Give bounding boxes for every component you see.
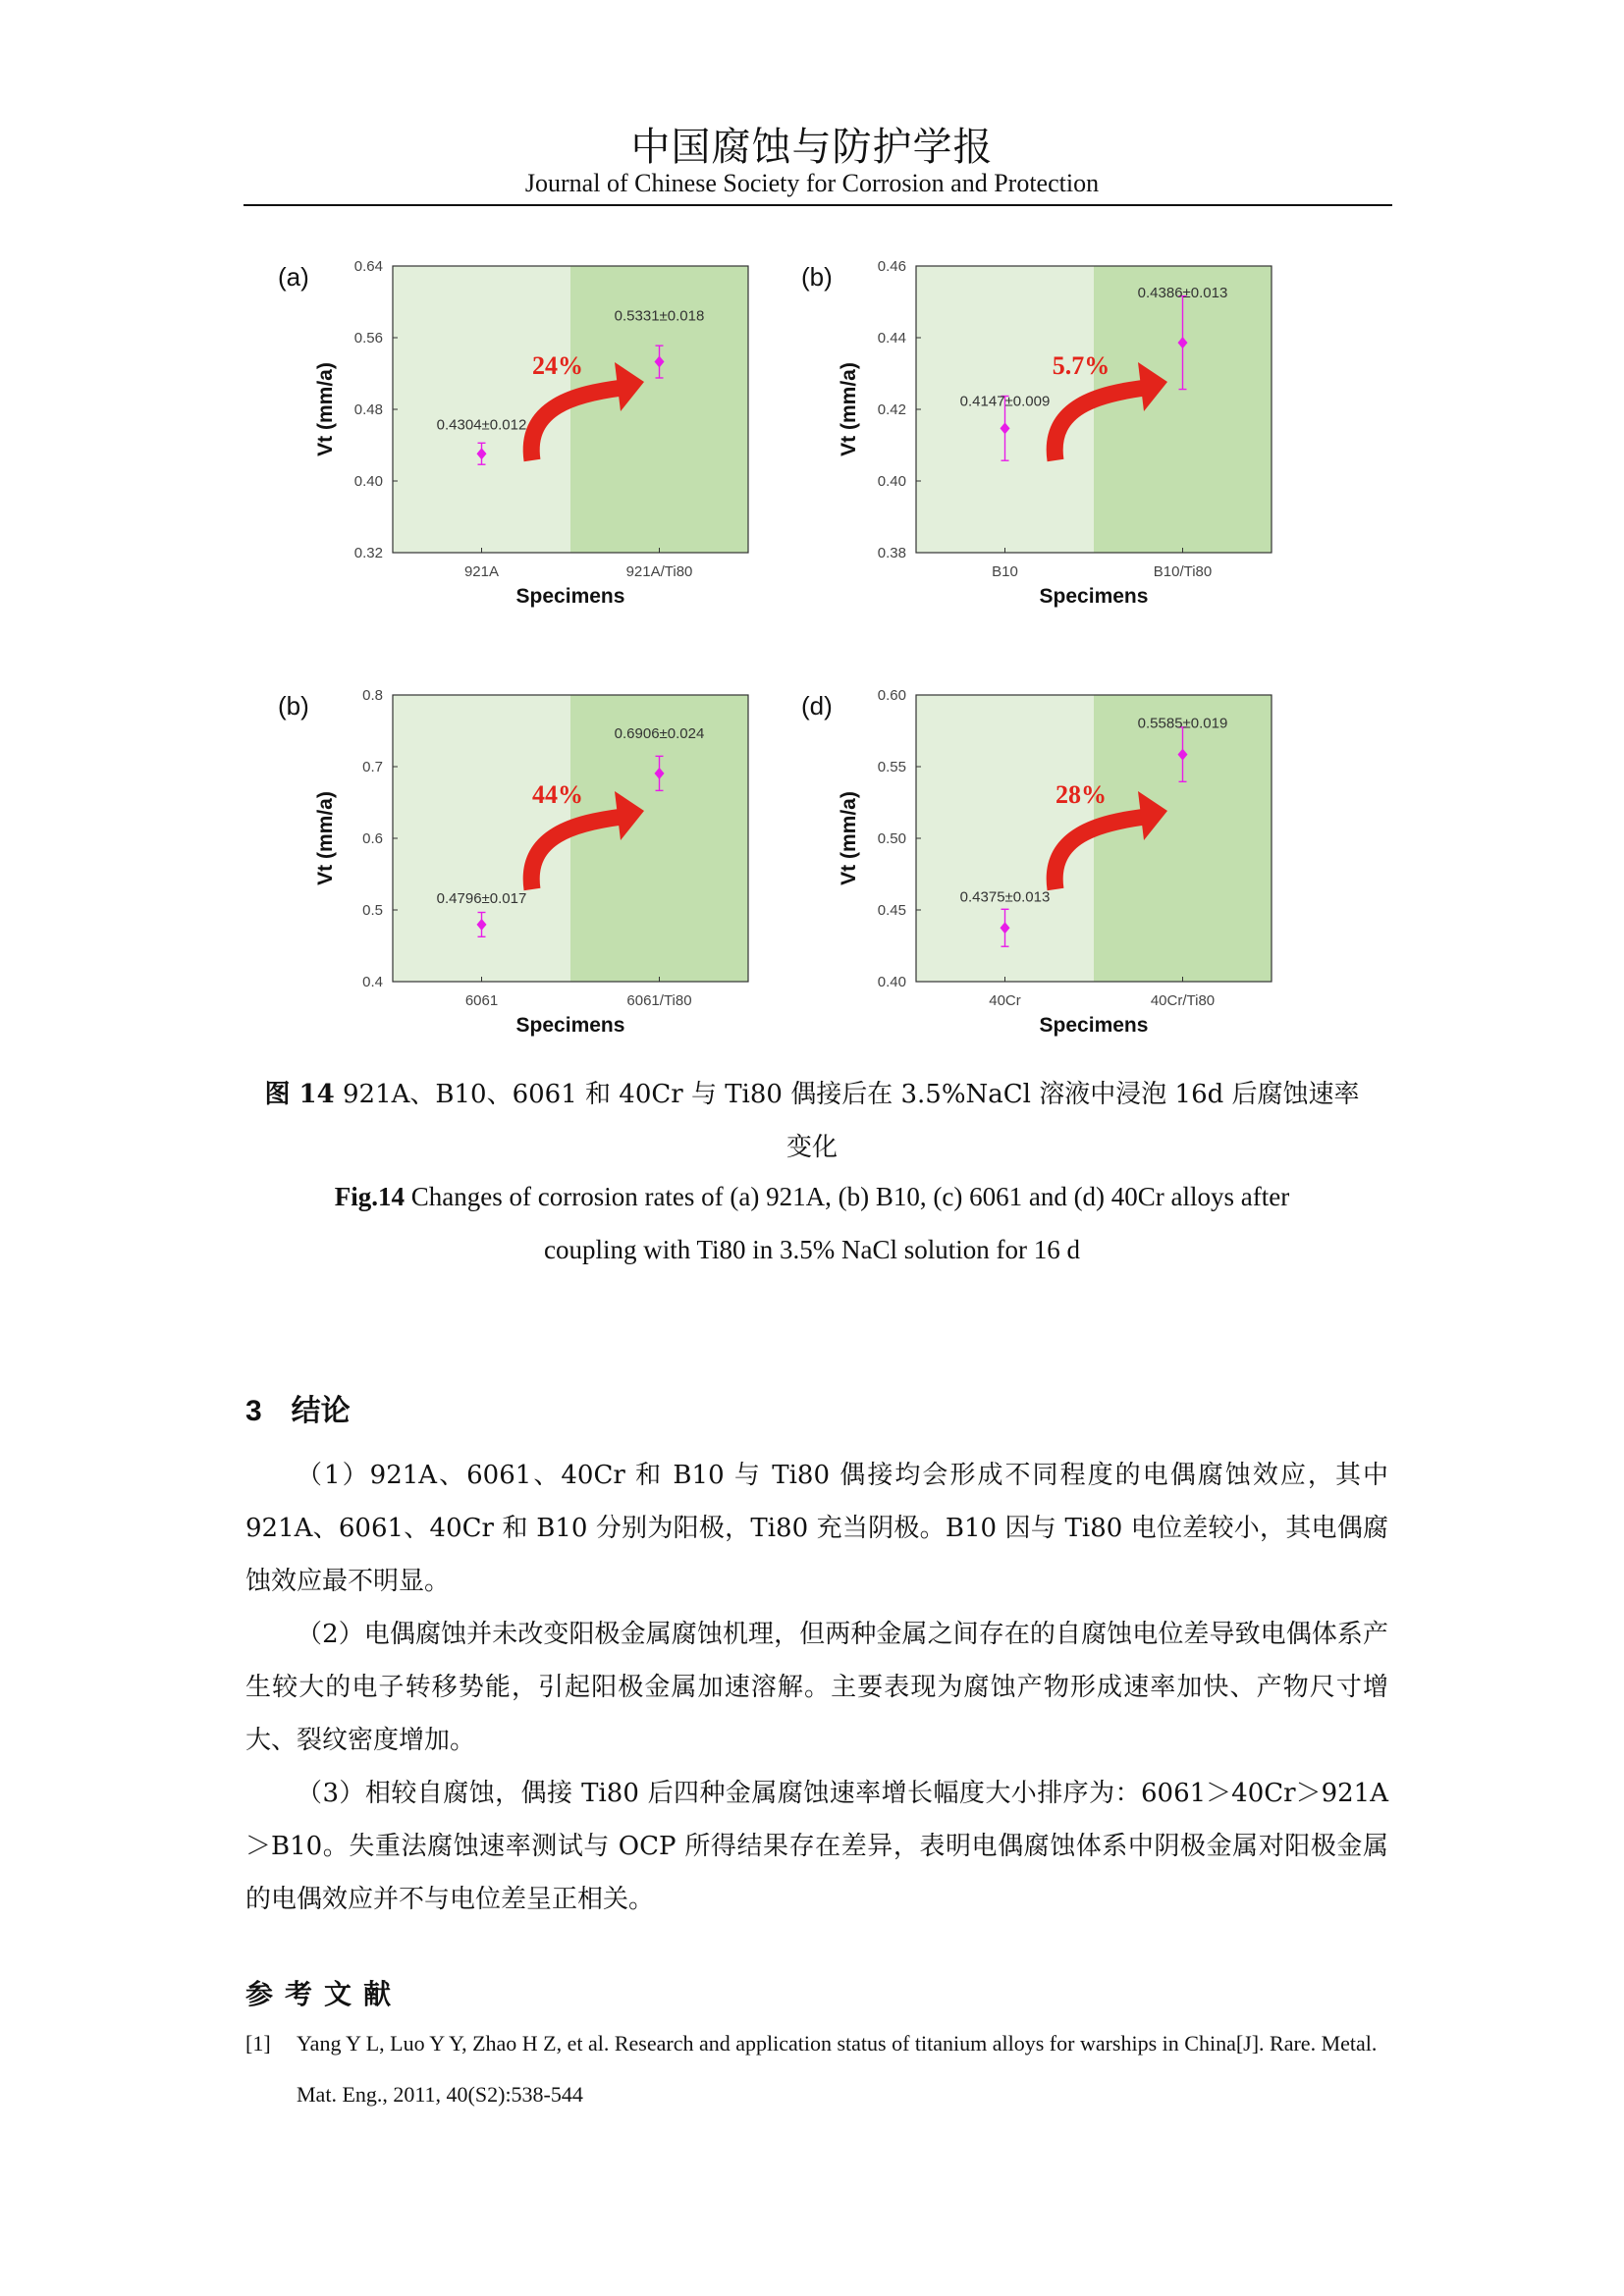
journal-title-cn: 中国腐蚀与防护学报 — [630, 125, 994, 170]
chart-panel-d — [788, 679, 1319, 1072]
data-value-label: 0.4304±0.012 — [436, 416, 527, 434]
y-tick-label: 0.7 — [362, 759, 383, 775]
x-tick-label: 6061 — [464, 992, 499, 1009]
chart-panel-a — [265, 250, 795, 643]
conclusion-paragraph-2: （2）电偶腐蚀并未改变阳极金属腐蚀机理，但两种金属之间存在的自腐蚀电位差导致电偶体系产生较大的电子转移势能，引起阳极金属加速溶解。主要表现为腐蚀产物形成速率加快、产物尺寸增大、裂纹密度增加。 — [245, 1620, 1388, 1755]
data-value-label: 0.4796±0.017 — [436, 889, 527, 907]
x-axis-title: Specimens — [515, 585, 625, 608]
y-axis-title: Vt (mm/a) — [838, 362, 860, 456]
y-tick-label: 0.45 — [877, 902, 906, 919]
x-tick-label: 40Cr — [989, 992, 1021, 1009]
panel-label: (a) — [278, 262, 309, 292]
x-axis-title: Specimens — [515, 1014, 625, 1037]
y-tick-label: 0.6 — [362, 830, 383, 847]
data-value-label: 0.5585±0.019 — [1137, 715, 1228, 732]
y-tick-label: 0.38 — [877, 545, 906, 561]
reference-text: Yang Y L, Luo Y Y, Zhao H Z, et al. Research and application status of titanium alloys for warships in China[J]. Rare. Metal. Mat. Eng., 2011, 40(S2):538-544 — [297, 2031, 1378, 2107]
panel-label: (d) — [801, 691, 833, 721]
data-value-label: 0.6906±0.024 — [614, 724, 705, 742]
y-tick-label: 0.40 — [877, 974, 906, 990]
x-tick-label: B10/Ti80 — [1153, 563, 1213, 580]
figure-caption-cn-text: 921A、B10、6061 和 40Cr 与 Ti80 偶接后在 3.5%NaCl 溶液中浸泡 16d 后腐蚀速率 — [334, 1080, 1360, 1109]
figure-caption-en-text: Changes of corrosion rates of (a) 921A, (b) B10, (c) 6061 and (d) 40Cr alloys after — [405, 1182, 1290, 1211]
reference-item — [245, 2018, 1388, 2126]
x-axis-title: Specimens — [1039, 585, 1149, 608]
y-tick-label: 0.40 — [353, 473, 383, 490]
y-tick-label: 0.4 — [362, 974, 383, 990]
y-tick-label: 0.42 — [877, 401, 906, 418]
figure-number-en: Fig.14 — [334, 1182, 405, 1211]
increase-label: 5.7% — [1052, 351, 1110, 380]
y-tick-label: 0.46 — [877, 258, 906, 275]
increase-label: 24% — [532, 351, 583, 380]
y-axis-title: Vt (mm/a) — [838, 791, 860, 885]
increase-label: 44% — [532, 780, 583, 809]
figure-caption-cn-line1 — [0, 1074, 1624, 1110]
chart-svg — [265, 250, 795, 643]
y-tick-label: 0.48 — [353, 401, 383, 418]
data-value-label: 0.4147±0.009 — [959, 393, 1051, 410]
journal-title-en: Journal of Chinese Society for Corrosion and Protection — [524, 169, 1100, 197]
x-tick-label: B10 — [992, 563, 1018, 580]
y-tick-label: 0.40 — [877, 473, 906, 490]
chart-panel-b — [788, 250, 1319, 643]
figure-caption-en-line1 — [0, 1182, 1624, 1212]
figure-caption-cn-line2: 变化 — [785, 1133, 838, 1162]
data-value-label: 0.4386±0.013 — [1137, 285, 1228, 302]
x-axis-title: Specimens — [1039, 1014, 1149, 1037]
y-tick-label: 0.60 — [877, 687, 906, 704]
chart-svg — [788, 250, 1319, 643]
x-tick-label: 6061/Ti80 — [626, 992, 692, 1009]
conclusion-paragraph-1: （1）921A、6061、40Cr 和 B10 与 Ti80 偶接均会形成不同程度的电偶腐蚀效应，其中 921A、6061、40Cr 和 B10 分别为阳极，Ti80 充当阴极。B10 因与 Ti80 电位差较小，其电偶腐蚀效应最不明显。 — [245, 1461, 1388, 1596]
y-tick-label: 0.44 — [877, 330, 906, 347]
y-tick-label: 0.56 — [353, 330, 383, 347]
header-rule — [244, 204, 1392, 206]
figure-caption-en-line2: coupling with Ti80 in 3.5% NaCl solution for 16 d — [543, 1235, 1081, 1264]
y-tick-label: 0.55 — [877, 759, 906, 775]
chart-svg — [265, 679, 795, 1072]
reference-number: [1] — [245, 2031, 271, 2056]
panel-label: (b) — [801, 262, 833, 292]
y-tick-label: 0.50 — [877, 830, 906, 847]
y-tick-label: 0.5 — [362, 902, 383, 919]
references-title: 参考文献 — [245, 1979, 404, 2009]
y-tick-label: 0.32 — [353, 545, 383, 561]
conclusion-paragraph-3: （3）相较自腐蚀，偶接 Ti80 后四种金属腐蚀速率增长幅度大小排序为：6061＞40Cr＞921A＞B10。失重法腐蚀速率测试与 OCP 所得结果存在差异，表明电偶腐蚀体系中阴极金属对阳极金属的电偶效应并不与电位差呈正相关。 — [245, 1779, 1388, 1914]
x-tick-label: 921A — [463, 563, 500, 580]
y-axis-title: Vt (mm/a) — [314, 791, 337, 885]
chart-panel-c — [265, 679, 795, 1072]
y-axis-title: Vt (mm/a) — [314, 362, 337, 456]
x-tick-label: 40Cr/Ti80 — [1150, 992, 1216, 1009]
chart-svg — [788, 679, 1319, 1072]
y-tick-label: 0.8 — [362, 687, 383, 704]
x-tick-label: 921A/Ti80 — [625, 563, 693, 580]
data-value-label: 0.4375±0.013 — [959, 888, 1051, 906]
data-value-label: 0.5331±0.018 — [614, 307, 705, 325]
figure-number-cn: 图 14 — [264, 1080, 335, 1109]
y-tick-label: 0.64 — [353, 258, 383, 275]
panel-label: (b) — [278, 691, 309, 721]
increase-label: 28% — [1056, 780, 1107, 809]
section-title: 3 结论 — [245, 1395, 351, 1427]
